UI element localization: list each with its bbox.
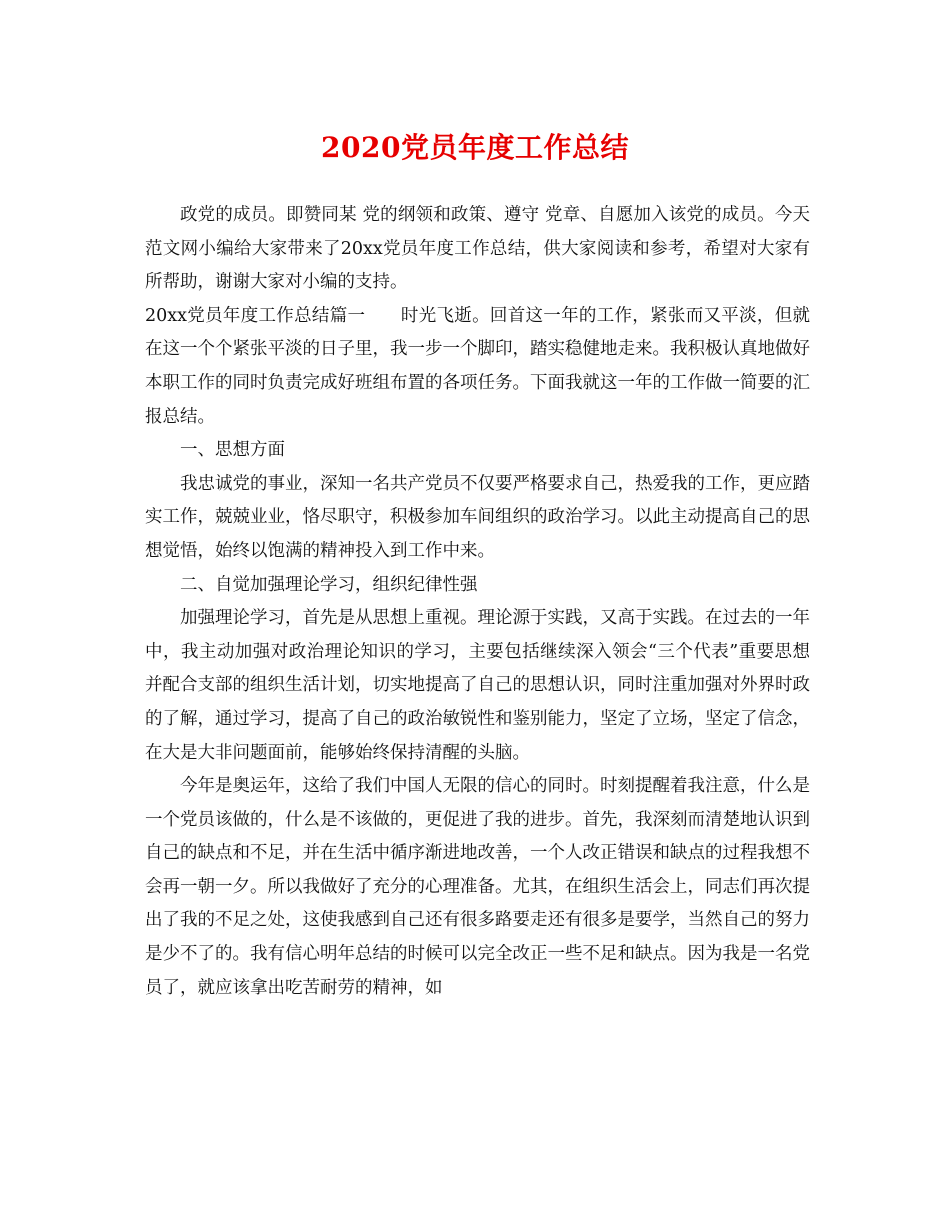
paragraph-intro: 政党的成员。即赞同某 党的纲领和政策、遵守 党章、自愿加入该党的成员。今天范文网小编给大家带来了20xx党员年度工作总结，供大家阅读和参考，希望对大家有所帮助，谢谢大家对小编的支持。 — [145, 205, 810, 293]
paragraph-thought: 我忠诚党的事业，深知一名共产党员不仅要严格要求自己，热爱我的工作，更应踏实工作，兢兢业业，恪尽职守，积极参加车间组织的政治学习。以此主动提高自己的思想觉悟，始终以饱满的精神投入到工作中来。 — [145, 473, 810, 561]
section-heading-theory-study: 二、自觉加强理论学习，组织纪律性强 — [180, 574, 478, 595]
document-title: 2020党员年度工作总结 — [321, 131, 629, 164]
paragraph-olympic-year: 今年是奥运年，这给了我们中国人无限的信心的同时。时刻提醒着我注意，什么是一个党员该做的，什么是不该做的，更促进了我的进步。首先，我深刻而清楚地认识到自己的缺点和不足，并在生活中循序渐进地改善，一个人改正错误和缺点的过程我想不会再一朝一夕。所以我做好了充分的心理准备。尤其，在组织生活会上，同志们再次提出了我的不足之处，这使我感到自己还有很多路要走还有很多是要学，当然自己的努力是少不了的。我有信心明年总结的时候可以完全改正一些不足和缺点。因为我是一名党员了，就应该拿出吃苦耐劳的精神，如 — [145, 776, 810, 998]
section-heading-thought: 一、思想方面 — [180, 440, 285, 461]
document-body — [145, 199, 810, 1005]
paragraph-theory-study: 加强理论学习，首先是从思想上重视。理论源于实践，又高于实践。在过去的一年中，我主动加强对政治理论知识的学习，主要包括继续深入领会“三个代表”重要思想并配合支部的组织生活计划，切实地提高了自己的思想认识，同时注重加强对外界时政的了解，通过学习，提高了自己的政治敏锐性和鉴别能力，坚定了立场，坚定了信念，在大是大非问题面前，能够始终保持清醒的头脑。 — [145, 608, 810, 763]
paragraph-part-one-opening: 20xx党员年度工作总结篇一 时光飞逝。回首这一年的工作，紧张而又平淡，但就在这一个个紧张平淡的日子里，我一步一个脚印，踏实稳健地走来。我积极认真地做好本职工作的同时负责完成好班组布置的各项任务。下面我就这一年的工作做一简要的汇报总结。 — [145, 305, 810, 427]
